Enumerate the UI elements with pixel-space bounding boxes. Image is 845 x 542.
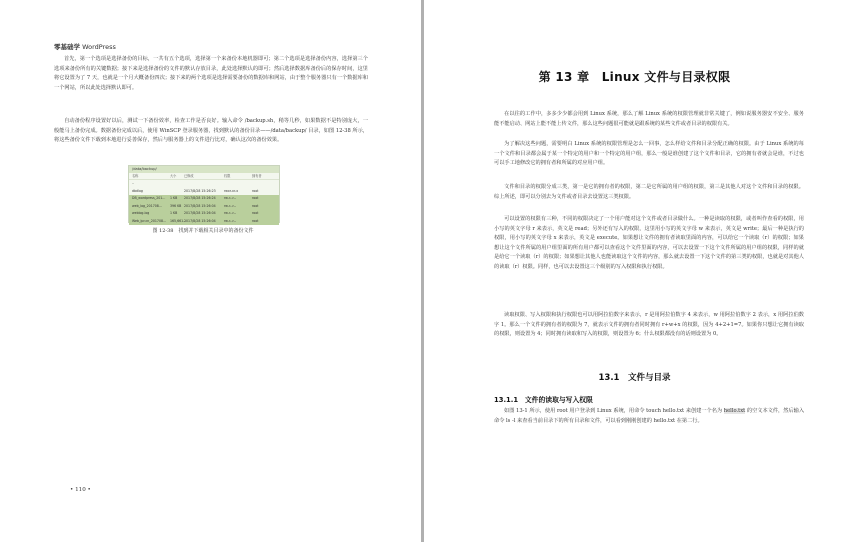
right-paragraph-1 bbox=[494, 110, 804, 129]
right-paragraph-6-text-a: 如图 13-1 所示，使用 root 用户登录到 Linux 系统，用命令 touch hello.txt 来创建一个名为 bbox=[504, 408, 724, 414]
file-row bbox=[129, 210, 279, 218]
col-permissions: 权限 bbox=[224, 174, 231, 178]
right-paragraph-5 bbox=[494, 311, 804, 340]
file-owner: root bbox=[252, 211, 259, 215]
file-name: DB_wordpress_201... bbox=[132, 196, 166, 200]
file-size: 1 KB bbox=[170, 211, 178, 215]
right-paragraph-3-text: 文件和目录的权限分成三类，第一是它的拥有者的权限，第二是它所属的用户组的权限，第三是其他人对这个文件和目录的权限。综上所述，即可以分别去为文件或者目录去设置这三类权限。 bbox=[494, 184, 804, 200]
right-paragraph-2-text: 为了解决这些问题，需要明白 Linux 系统的权限管理是怎么一回事，怎么样给文件和目录分配正确的权限。由于 Linux 系统的每一个文件和目录都会属于某一个特定的用户和一个特定的用户组，那么一般是谁创建了这个文件和目录，它的拥有者就会是谁，不过也可以手工地修改它的拥有者和所属的对应用户组。 bbox=[494, 141, 804, 167]
right-paragraph-3 bbox=[494, 183, 804, 202]
file-name: .. bbox=[132, 181, 135, 185]
file-name: Web_lpr.cn_201708... bbox=[132, 218, 167, 223]
file-owner: root bbox=[252, 218, 259, 223]
file-permissions: rw-r--r-- bbox=[224, 196, 236, 200]
figure-file-browser bbox=[128, 165, 280, 223]
file-size: 396 KB bbox=[170, 203, 182, 208]
file-owner: root bbox=[252, 196, 259, 200]
left-page bbox=[0, 0, 421, 542]
file-row bbox=[129, 188, 279, 196]
file-modified: 2017/8/28 15:26:04 bbox=[184, 203, 216, 208]
file-modified: 2017/8/28 15:26:24 bbox=[184, 196, 216, 200]
file-name: web_log_201708... bbox=[132, 203, 162, 208]
file-size bbox=[170, 188, 184, 196]
file-permissions: rw-r--r-- bbox=[224, 218, 236, 223]
right-paragraph-4-text: 可以设置的权限有三种，不同的权限决定了一个用户能对这个文件或者目录做什么。一种是读取的权限，或者叫作查看的权限，用小写的英文字母 r 来表示，英文是 read；另外还有写入的权限，这里用小写的英文字母 w 来表示，英文是 write；最后一种是执行的权限，用小写的英文字母 x 来表示，英文是 execute。如果想让文件的拥有者读取里面的内容，可以给它一个读取（r）的权限；如果想让这个文件所属的用户组里面的所有用户都可以查看这个文件里面的内容，可以去设置一下这个文件所属的用户组的权限，同样的就是给它一个读取（r）的权限；如果想让其他人也能读取这个文件的内容，那么就去设置一下这个文件的第三类的权限，也就是对其他人的读取（r）权限。同样，也可以去设置这三个级别的写入权限和执行权限。 bbox=[494, 216, 804, 270]
file-row bbox=[129, 203, 279, 211]
file-modified: 2017/8/28 15:26:04 bbox=[184, 211, 216, 215]
header-subtitle: WordPress bbox=[82, 43, 116, 51]
running-header bbox=[54, 42, 116, 51]
file-row bbox=[129, 180, 279, 188]
left-paragraph-2 bbox=[54, 117, 368, 146]
file-size: 1 KB bbox=[170, 196, 178, 200]
right-page bbox=[424, 0, 845, 542]
col-size: 大小 bbox=[170, 174, 177, 178]
subsection-title: 13.1.1 文件的读取与写入权限 bbox=[494, 396, 593, 404]
left-paragraph-2-text: 自动备份程序设置好以后，测试一下备份效率，检查工作是否良好。输入命令 /backup.sh，稍等几秒，如果数据不是特别庞大，一般能马上备份完成。数据备份完成以后，使用 WinSCP 登录服务器，找到默认的备份目录——/data/backup/ 目录，如图 12-38 所示，将这些备份文件下载到本地进行妥善保存，然后与服务器上的文件进行比对，确认这次的备份效果。 bbox=[54, 118, 368, 144]
right-paragraph-5-text: 读取权限、写入权限和执行权限也可以用阿拉伯数字来表示，r 是用阿拉伯数字 4 来表示，w 用阿拉伯数字 2 表示，x 用阿拉伯数字 1。那么一个文件的拥有者的权限为 7，就表示文件的拥有者同时拥有 r+w+x 的权限，因为 4+2+1=7。如果你只想让它拥有读取的权限，则设置为 4；同时拥有读取和写入的权限，则设置为 6；什么权限都没有的话则设置为 0。 bbox=[494, 312, 804, 338]
right-paragraph-6 bbox=[494, 407, 804, 426]
page-number: • 110 • bbox=[70, 487, 91, 493]
file-row bbox=[129, 195, 279, 203]
highlighted-filename: hello.txt bbox=[723, 408, 746, 414]
file-size: 165,661... bbox=[170, 218, 187, 223]
file-owner: root bbox=[252, 188, 259, 193]
right-paragraph-1-text: 在以往的工作中，多多少少都会用到 Linux 系统，那么了解 Linux 系统的权限管理就非常关键了，例如说服务器安不安全、服务能不能启动、网站上能不能上传文件，那么这些问题很可能就是跟系统的某些文件或者目录的权限有关。 bbox=[494, 111, 804, 127]
file-modified: 2017/8/28 15:26:23 bbox=[184, 188, 216, 193]
left-paragraph-1 bbox=[54, 55, 368, 93]
file-modified: 2017/8/28 15:26:04 bbox=[184, 218, 216, 223]
section-title: 13.1 文件与目录 bbox=[598, 373, 671, 383]
left-paragraph-1-text: 首先，第一个选项是选择备份的目标，一共有五个选项，选择第一个来备份本地机器即可；第二个选项是选择备份内容，选择第三个选项来备份所有的关键数据；接下来是选择备份的文件的默认存放目录，此处选择默认的即可；然后选择数据库备份后的保存时间，这里将它设置为了 7 天，也就是一个月大概备份四次；接下来的两个选项是选择需要备份的数据库和网站，由于整个服务器只有一个数据库和一个网站，所以此处选择默认即可。 bbox=[54, 56, 368, 91]
file-permissions: rwxr-xr-x bbox=[224, 188, 239, 193]
right-paragraph-2 bbox=[494, 140, 804, 169]
file-owner: root bbox=[252, 203, 259, 208]
figure-path-bar: /data/backup/ bbox=[129, 166, 279, 173]
col-name: 名称 bbox=[132, 174, 139, 178]
col-modified: 已修改 bbox=[184, 174, 194, 178]
col-owner: 拥有者 bbox=[252, 174, 262, 178]
file-permissions: rw-r--r-- bbox=[224, 211, 236, 215]
right-paragraph-4 bbox=[494, 215, 804, 273]
chapter-title: 第 13 章 Linux 文件与目录权限 bbox=[538, 70, 731, 84]
file-name: weblog.log bbox=[132, 211, 150, 215]
file-name: dbdlog bbox=[132, 188, 143, 193]
file-row bbox=[129, 218, 279, 226]
figure-header-row bbox=[129, 173, 279, 180]
right-paragraph-6-text-b: 的空文本文件，然后输入命令 ls -l 来查看当前目录下的所有目录和文件，可以看到刚刚创建的 hello.txt 在第二行。 bbox=[494, 408, 805, 424]
header-title: 零基础学 bbox=[54, 43, 80, 51]
figure-caption: 图 12-38 找到并下载相关目录中的备份文件 bbox=[152, 228, 254, 234]
file-permissions: rw-r--r-- bbox=[224, 203, 236, 208]
